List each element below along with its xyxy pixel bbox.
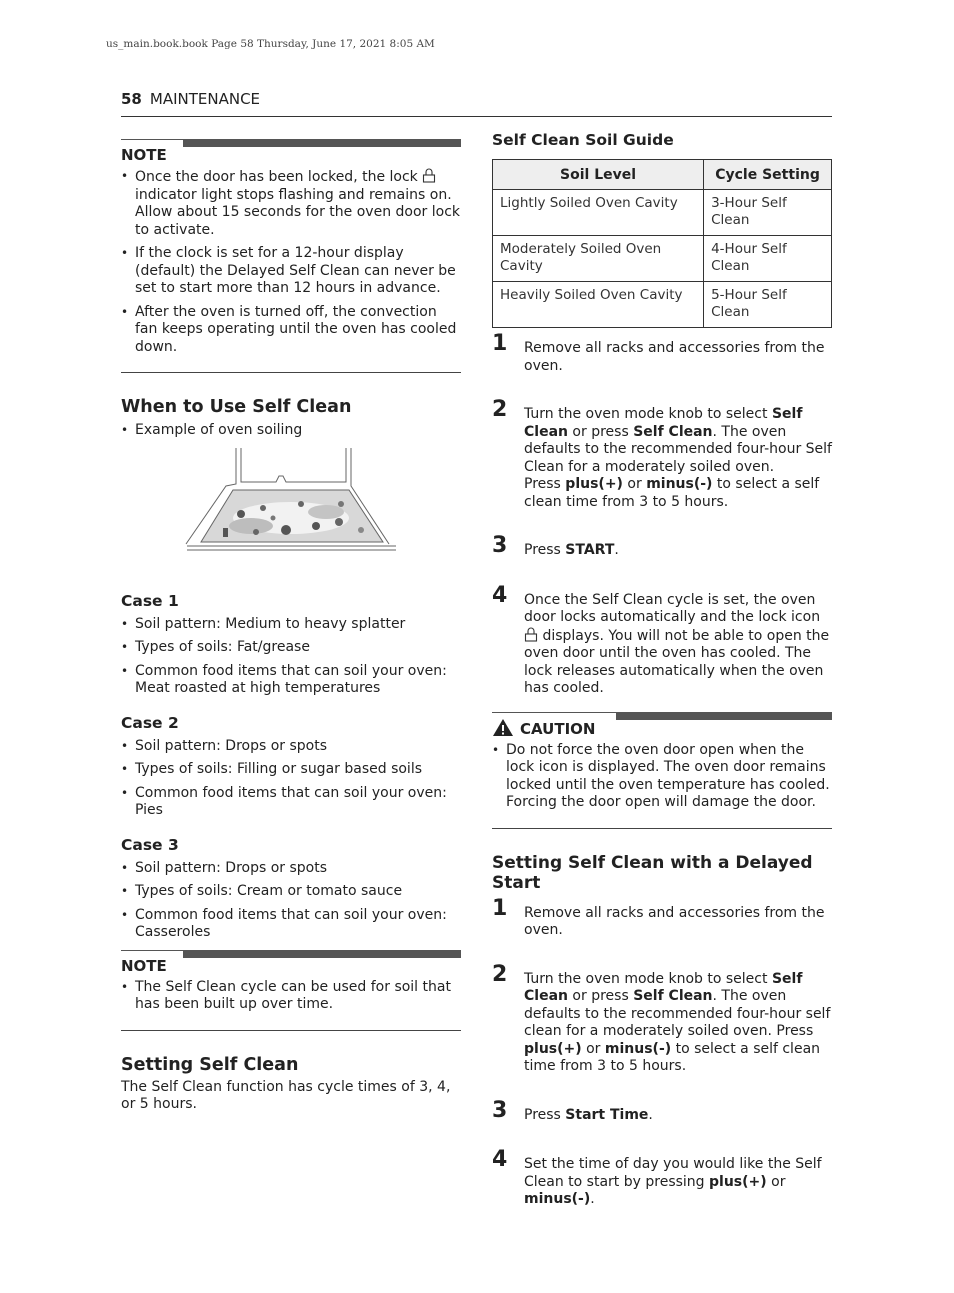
table-cell: 5-Hour Self Clean bbox=[704, 282, 832, 328]
delayed-start-heading: Setting Self Clean with a Delayed Start bbox=[492, 852, 813, 893]
lock-icon bbox=[524, 627, 538, 642]
case-item: • Types of soils: Fat/grease bbox=[121, 639, 461, 657]
table-row bbox=[493, 282, 832, 328]
case-item: • Common food items that can soil your oven: Meat roasted at high temperatures bbox=[121, 663, 461, 698]
table-header: Soil Level bbox=[493, 160, 704, 190]
table-cell: Lightly Soiled Oven Cavity bbox=[493, 190, 704, 236]
setting-self-clean-heading: Setting Self Clean bbox=[121, 1054, 299, 1075]
delayed-step-1 bbox=[492, 895, 832, 940]
step-number: 2 bbox=[492, 961, 508, 987]
case-item: • Soil pattern: Drops or spots bbox=[121, 860, 461, 878]
table-header-row bbox=[493, 160, 832, 190]
soil-guide-table bbox=[492, 159, 832, 328]
note-title: NOTE bbox=[121, 146, 167, 164]
step-number: 4 bbox=[492, 582, 508, 608]
delayed-step-2: 2 Turn the oven mode knob to select Self Clean or press Self Clean. The oven defaults to the recommended four-hour self clean for a moderately soiled oven. Press plus(+) or minus(-) to select a self clean time from 3 to 5 hours. bbox=[492, 961, 831, 1074]
right-column bbox=[492, 131, 832, 1209]
lock-icon bbox=[422, 168, 436, 183]
step-number: 1 bbox=[492, 331, 508, 356]
note-item: • The Self Clean cycle can be used for soil that has been built up over time. bbox=[121, 979, 461, 1014]
table-cell: Heavily Soiled Oven Cavity bbox=[493, 282, 704, 328]
note-item: • Once the door has been locked, the lock indicator light stops flashing and remains on. Allow about 15 seconds for the oven door lock to activate. bbox=[121, 168, 461, 239]
note-box-2 bbox=[121, 950, 461, 1031]
case-item: • Types of soils: Cream or tomato sauce bbox=[121, 883, 461, 901]
table-row bbox=[493, 236, 832, 282]
caution-title: CAUTION bbox=[492, 712, 832, 738]
step-number: 2 bbox=[492, 397, 508, 422]
step-1 bbox=[492, 331, 832, 375]
table-cell: 4-Hour Self Clean bbox=[704, 236, 832, 282]
step-4: 4 Once the Self Clean cycle is set, the oven door locks automatically and the lock icon displays. You will not be able to open the oven door until the oven has cooled. The lock releases automatically when the oven has cooled. bbox=[492, 582, 830, 696]
step-text: Remove all racks and accessories from the oven. bbox=[524, 904, 825, 938]
note-box bbox=[121, 139, 461, 373]
soil-guide-title: Self Clean Soil Guide bbox=[492, 131, 674, 149]
example-bullet: • Example of oven soiling bbox=[121, 422, 461, 440]
step-number: 3 bbox=[492, 533, 508, 558]
delayed-step-3: 3 Press Start Time. bbox=[492, 1097, 653, 1123]
caution-item: • Do not force the oven door open when the lock icon is displayed. The oven door remains locked until the oven temperature has cooled. Forcing the door open will damage the door. bbox=[492, 742, 832, 812]
table-header: Cycle Setting bbox=[704, 160, 832, 190]
warning-icon bbox=[492, 718, 514, 737]
note-item: • If the clock is set for a 12-hour display (default) the Delayed Self Clean can never be set to start more than 12 hours in advance. bbox=[121, 245, 461, 298]
step-number: 3 bbox=[492, 1097, 508, 1123]
case-item: • Soil pattern: Drops or spots bbox=[121, 738, 461, 756]
page-header bbox=[121, 90, 832, 117]
step-3: 3 Press START. bbox=[492, 533, 619, 558]
when-to-use-heading: When to Use Self Clean bbox=[121, 397, 352, 417]
note-title: NOTE bbox=[121, 956, 167, 975]
oven-soiling-illustration bbox=[121, 446, 461, 566]
step-number: 1 bbox=[492, 895, 508, 921]
table-cell: 3-Hour Self Clean bbox=[704, 190, 832, 236]
section-title: MAINTENANCE bbox=[149, 90, 261, 108]
left-column bbox=[121, 139, 461, 1114]
note-item: • After the oven is turned off, the convection fan keeps operating until the oven has cooled down. bbox=[121, 304, 461, 357]
case-1-title: Case 1 bbox=[121, 591, 179, 610]
case-item: • Soil pattern: Medium to heavy splatter bbox=[121, 616, 461, 634]
file-header: us_main.book.book Page 58 Thursday, June 17, 2021 8:05 AM bbox=[106, 38, 435, 50]
table-row bbox=[493, 190, 832, 236]
case-item: • Common food items that can soil your oven: Casseroles bbox=[121, 907, 461, 942]
case-item: • Common food items that can soil your oven: Pies bbox=[121, 785, 461, 820]
delayed-step-4: 4 Set the time of day you would like the Self Clean to start by pressing plus(+) or minus(-). bbox=[492, 1147, 822, 1207]
setting-self-clean-text: The Self Clean function has cycle times of 3, 4, or 5 hours. bbox=[121, 1078, 451, 1112]
table-cell: Moderately Soiled Oven Cavity bbox=[493, 236, 704, 282]
step-number: 4 bbox=[492, 1147, 508, 1172]
caution-box bbox=[492, 712, 832, 829]
step-text: Remove all racks and accessories from the oven. bbox=[524, 340, 825, 374]
case-2-title: Case 2 bbox=[121, 713, 179, 732]
step-2: 2 Turn the oven mode knob to select Self Clean or press Self Clean. The oven defaults to the recommended four-hour Self Clean for a moderately soiled oven. Press plus(+) or minus(-) to select a self clean time from 3 to 5 hours. bbox=[492, 397, 832, 510]
case-3-title: Case 3 bbox=[121, 835, 179, 854]
case-item: • Types of soils: Filling or sugar based soils bbox=[121, 761, 461, 779]
page-number: 58 bbox=[121, 90, 142, 108]
